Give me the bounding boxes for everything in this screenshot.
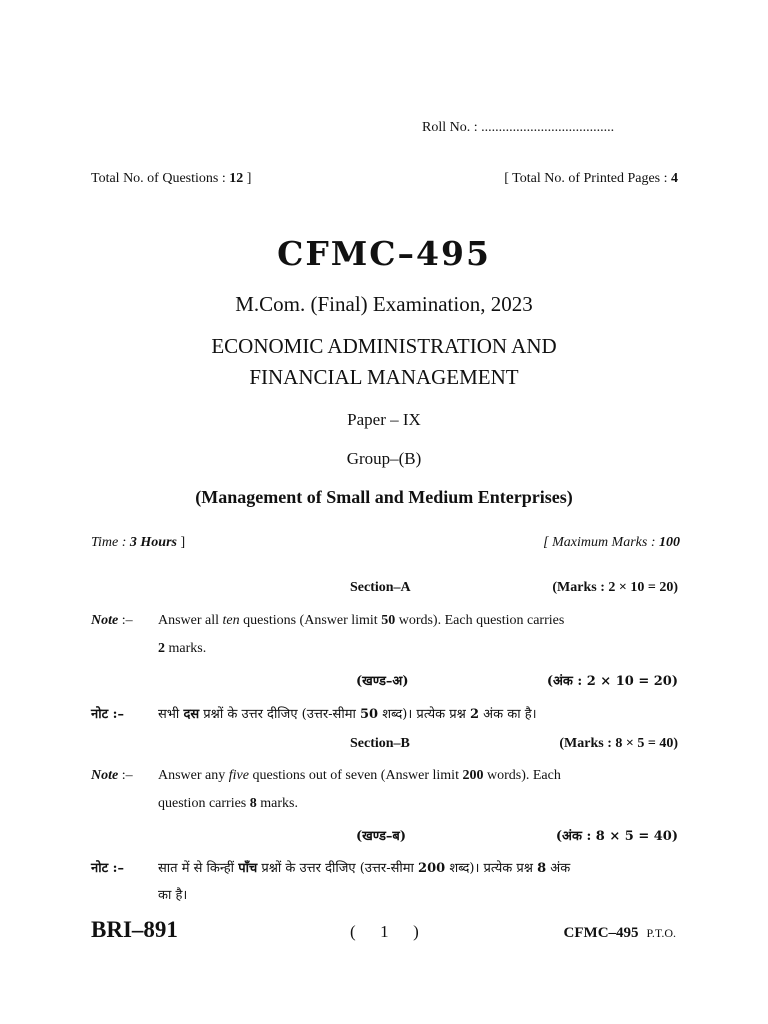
subject-line-1: ECONOMIC ADMINISTRATION AND: [211, 334, 557, 358]
section-a-note-line2: 2 marks.: [158, 641, 207, 656]
section-b-hindi-title: (खण्ड–ब): [356, 829, 406, 844]
exam-title: M.Com. (Final) Examination, 2023: [235, 292, 533, 316]
section-b-hindi-marks: (अंक : 8 × 5 = 40): [555, 829, 678, 844]
total-questions-label: Total No. of Questions :: [91, 171, 226, 186]
paper-number: Paper – IX: [347, 410, 421, 429]
max-marks: [543, 535, 680, 551]
section-b-hindi-note-label: नोट :–: [91, 861, 124, 876]
sub-subject: (Management of Small and Medium Enterprises): [195, 487, 573, 507]
roll-no-label: Roll No. :: [422, 120, 478, 135]
group-label: Group–(B): [346, 449, 422, 468]
roll-no-dots: ......................................: [481, 120, 615, 135]
section-a-hindi-marks: (अंक : 2 × 10 = 20): [546, 674, 678, 689]
section-b-hindi-note: सात में से किन्हीं पाँच प्रश्नों के उत्तर दीजिए (उत्तर-सीमा 200 शब्द)। प्रत्येक प्रश्न 8 अंक: [158, 861, 571, 876]
max-marks-value: 100: [659, 535, 680, 550]
total-questions-value: 12: [229, 171, 244, 186]
section-a-note-line1: Answer all ten questions (Answer limit 50 words). Each question carries: [158, 613, 565, 628]
footer-left-code: BRI–891: [91, 917, 178, 942]
time-info: [91, 535, 185, 551]
section-b-note-line1: Answer any five questions out of seven (Answer limit 200 words). Each: [158, 768, 561, 783]
page-number: ( 1 ): [350, 922, 419, 941]
printed-pages-value: 4: [671, 171, 678, 186]
time-bracket: ]: [180, 535, 186, 550]
section-b-note-label: Note :–: [91, 768, 133, 783]
section-b-hindi-note-line2: का है।: [158, 888, 188, 903]
subject-line-2: FINANCIAL MANAGEMENT: [249, 365, 519, 389]
printed-pages: [504, 171, 678, 187]
time-value: 3 Hours: [129, 535, 177, 550]
roll-no: [422, 120, 614, 136]
section-a-title: Section–A: [350, 580, 411, 595]
pto-label: P.T.O.: [646, 926, 676, 940]
paper-code: CFMC–495: [277, 234, 491, 273]
section-b-marks: (Marks : 8 × 5 = 40): [559, 736, 678, 751]
printed-pages-label: [ Total No. of Printed Pages :: [504, 171, 668, 186]
section-b-title: Section–B: [350, 736, 410, 751]
section-a-hindi-note: सभी दस प्रश्नों के उत्तर दीजिए (उत्तर-सीमा 50 शब्द)। प्रत्येक प्रश्न 2 अंक का है।: [158, 707, 537, 722]
time-label: Time :: [91, 535, 127, 550]
footer-right: [564, 924, 676, 942]
total-questions: [91, 171, 251, 187]
section-a-marks: (Marks : 2 × 10 = 20): [552, 580, 678, 595]
footer-right-code: CFMC–495: [563, 925, 639, 941]
total-questions-bracket: ]: [246, 171, 252, 186]
section-b-note-line2: question carries 8 marks.: [158, 796, 298, 811]
section-a-hindi-note-label: नोट :–: [91, 707, 124, 722]
section-a-hindi-title: (खण्ड–अ): [356, 674, 409, 689]
section-a-note-label: Note :–: [91, 613, 133, 628]
max-marks-label: [ Maximum Marks :: [543, 535, 656, 550]
